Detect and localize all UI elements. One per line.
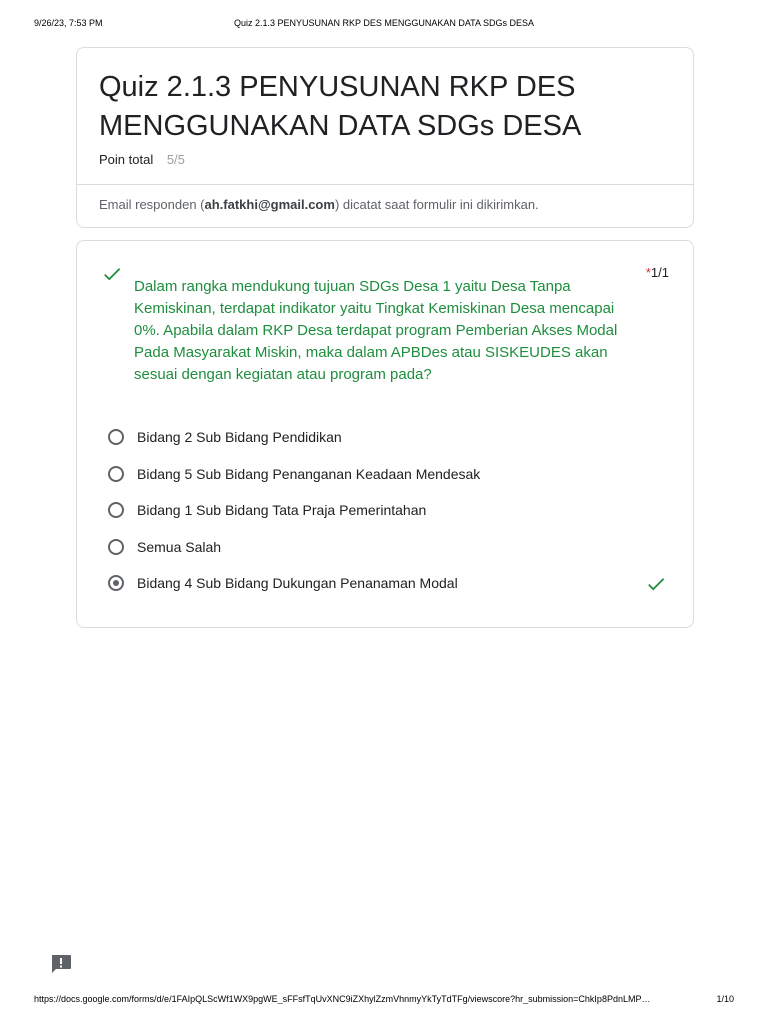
radio-button[interactable] bbox=[108, 466, 124, 482]
report-feedback-icon[interactable] bbox=[50, 954, 72, 974]
radio-button[interactable] bbox=[108, 429, 124, 445]
radio-button[interactable] bbox=[108, 539, 124, 555]
required-asterisk: * bbox=[645, 265, 651, 280]
question-text: Dalam rangka mendukung tujuan SDGs Desa 1 yaitu Desa Tanpa Kemiskinan, terdapat indikator yaitu Tingkat Kemiskinan Desa mencapai 0%. Apabila dalam RKP Desa terdapat program Pemberian Akses Modal Pada Masyarakat Miskin, maka dalam APBDes atau SISKEUDES akan sesuai dengan kegiatan atau program pada? bbox=[134, 278, 618, 383]
radio-button-selected[interactable] bbox=[108, 575, 124, 591]
score-value: 5/5 bbox=[166, 152, 185, 167]
points-value: 1/1 bbox=[650, 265, 669, 280]
answer-option-selected[interactable] bbox=[107, 565, 667, 602]
option-label: Bidang 5 Sub Bidang Penanganan Keadaan Mendesak bbox=[137, 465, 481, 482]
correct-check-icon bbox=[645, 573, 667, 595]
radio-button[interactable] bbox=[108, 502, 124, 518]
question-points bbox=[646, 265, 669, 280]
print-page-number: 1/10 bbox=[716, 994, 734, 1004]
respondent-email: ah.fatkhi@gmail.com bbox=[204, 197, 335, 212]
print-datetime: 9/26/23, 7:53 PM bbox=[34, 18, 103, 28]
answer-option[interactable] bbox=[107, 456, 667, 493]
option-label: Bidang 2 Sub Bidang Pendidikan bbox=[137, 429, 342, 446]
option-label: Bidang 1 Sub Bidang Tata Praja Pemerintahan bbox=[137, 502, 427, 519]
answer-option[interactable] bbox=[107, 492, 667, 529]
question-card bbox=[76, 240, 694, 628]
score-label: Poin total bbox=[99, 152, 154, 167]
check-icon bbox=[101, 263, 123, 285]
answer-option[interactable] bbox=[107, 529, 667, 566]
header-divider bbox=[77, 184, 693, 185]
answer-option[interactable] bbox=[107, 419, 667, 456]
print-title: Quiz 2.1.3 PENYUSUNAN RKP DES MENGGUNAKAN DATA SDGs DESA bbox=[233, 18, 535, 28]
email-prefix: Email responden ( bbox=[99, 197, 205, 212]
print-url: https://docs.google.com/forms/d/e/1FAIpQLScWf1WX9pgWE_sFFsfTqUvXNC9iZXhylZzmVhnmyYkTyTdTFg/viewscore?hr_submission=ChkIp8PdnLMP… bbox=[34, 994, 651, 1004]
print-header bbox=[34, 18, 734, 30]
quiz-title: Quiz 2.1.3 PENYUSUNAN RKP DES MENGGUNAKAN DATA SDGs DESA bbox=[99, 71, 582, 142]
email-suffix: ) dicatat saat formulir ini dikirimkan. bbox=[334, 197, 539, 212]
option-label: Semua Salah bbox=[137, 538, 222, 555]
option-label: Bidang 4 Sub Bidang Dukungan Penanaman Modal bbox=[137, 575, 458, 592]
total-score bbox=[99, 152, 185, 167]
form-header-card bbox=[76, 47, 694, 228]
respondent-email-notice bbox=[99, 197, 539, 212]
answer-options bbox=[107, 419, 667, 602]
